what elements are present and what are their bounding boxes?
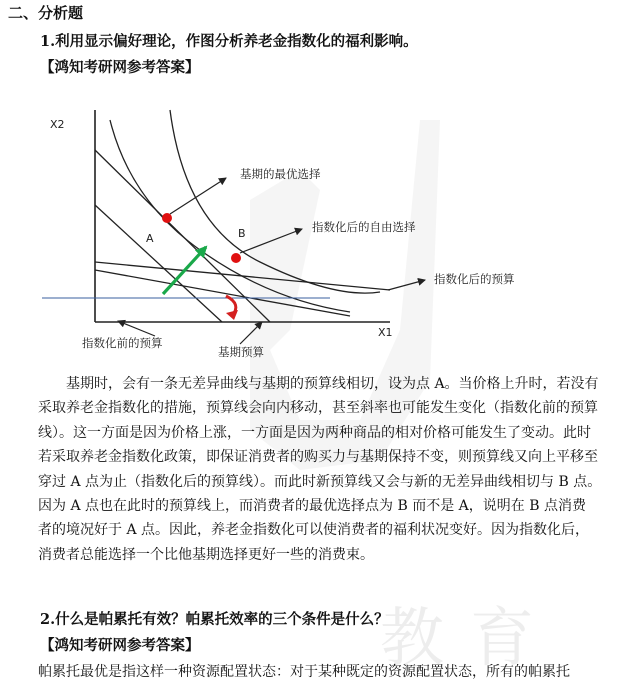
section-title: 二、分析题 (8, 4, 84, 22)
point-b-label: B (238, 227, 246, 240)
point-a-label: A (146, 232, 154, 245)
callout-arrow-free-choice (240, 229, 302, 253)
callout-arrow-indexed-budget (388, 280, 425, 290)
callout-arrow-pre-index-budget (118, 321, 155, 336)
body-line: 帕累托最优是指这样一种资源配置状态：对于某种既定的资源配置状态，所有的帕累托 (38, 664, 570, 680)
body-line: 若采取养老金指数化政策，即保证消费者的购买力与基期保持不变，则预算线又向上平移至 (38, 449, 598, 466)
axes (95, 110, 390, 322)
svg-text:育: 育 (470, 602, 534, 676)
x-axis-label: X1 (378, 326, 393, 339)
body-line: 消费者总能选择一个比他基期选择更好一些的消费束。 (38, 546, 374, 563)
body-line: 采取养老金指数化的措施，预算线会向内移动，甚至斜率也可能发生变化（指数化前的预算 (38, 400, 598, 417)
label-base-budget: 基期预算 (218, 345, 264, 359)
question-2-title: 2.什么是帕累托有效？帕累托效率的三个条件是什么？ (40, 611, 389, 628)
question-1-body (38, 372, 602, 567)
indifference-curve-2 (170, 110, 380, 293)
label-indexed-budget: 指数化后的预算 (434, 272, 515, 286)
question-1-answer-tag: 【鸿知考研网参考答案】 (40, 59, 200, 76)
label-base-optimal-choice: 基期的最优选择 (240, 167, 321, 181)
budget-line-indexed-2 (95, 270, 350, 316)
label-indexed-free-choice: 指数化后的自由选择 (312, 220, 416, 234)
question-2-body (38, 660, 583, 684)
label-pre-index-budget: 指数化前的预算 (82, 336, 163, 350)
point-a (162, 213, 172, 223)
question-2-answer-tag: 【鸿知考研网参考答案】 (40, 637, 200, 654)
callout-arrow-base-budget (240, 322, 262, 344)
point-b (231, 253, 241, 263)
body-line: 因为 A 点也在此时的预算线上，而消费者的最优选择点为 B 而不是 A，说明在 B 点消费 (38, 498, 586, 515)
body-line: 穿过 A 点为止（指数化后的预算线）。而此时新预算线又会与新的无差异曲线相切与 B 点。 (38, 473, 602, 490)
body-line: 基期时，会有一条无差异曲线与基期的预算线相切，设为点 A。当价格上升时，若没有 (66, 376, 599, 392)
svg-text:教: 教 (380, 602, 444, 676)
body-line: 者的境况好于 A 点。因此，养老金指数化可以使消费者的福利状况变好。因为指数化后， (38, 522, 590, 539)
y-axis-label: X2 (50, 118, 65, 131)
body-line: 线）。这一方面是因为价格上涨，一方面是因为两种商品的相对价格可能发生了变动。此时 (38, 424, 591, 441)
question-1-title: 1.利用显示偏好理论，作图分析养老金指数化的福利影响。 (40, 33, 418, 50)
callout-arrow-base-choice (170, 178, 226, 214)
